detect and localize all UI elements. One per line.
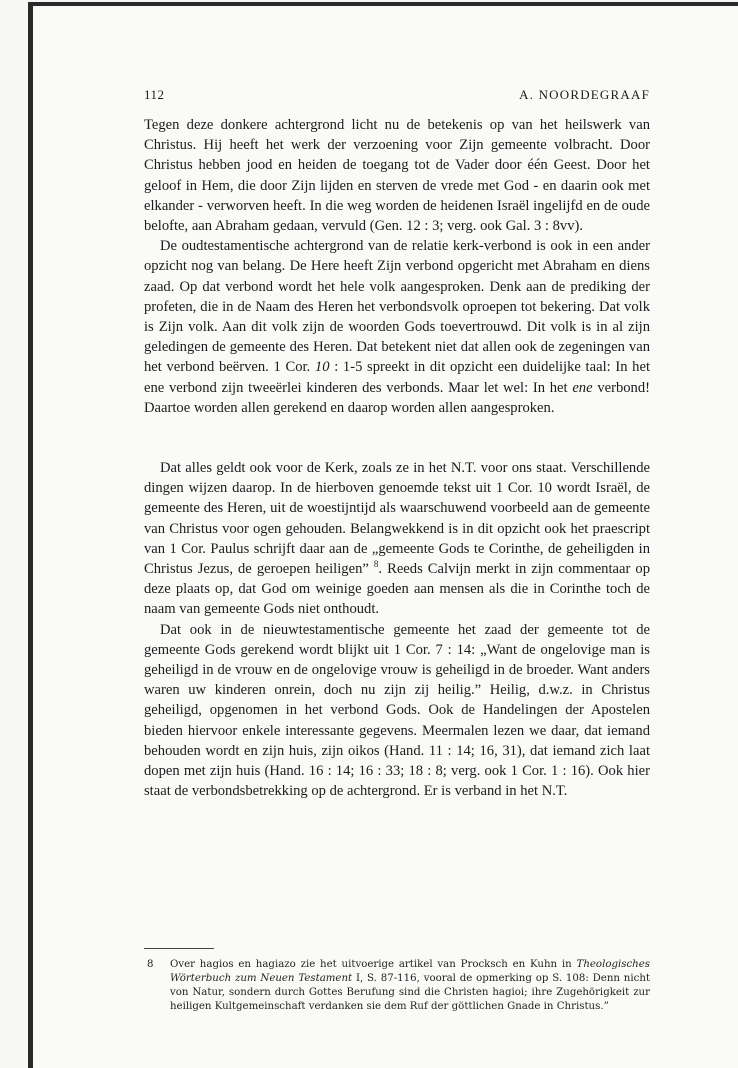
page-number: 112 [144, 87, 165, 102]
footnote-number: 8 [147, 959, 154, 970]
paragraph-2-part-b: : 1-5 spreekt in dit opzicht een duidelijke taal: In het ene verbond zijn tweeërlei kinderen des verbonds. Maar let wel: In het [144, 359, 651, 396]
footnote-marker: 8 [373, 559, 379, 570]
paragraph-2 [144, 236, 650, 418]
paragraph-3-part-b: . Reeds Calvijn merkt in zijn commentaar op deze plaats op, dat God om weinige goeden aan mensen als die in Corinthe toch de naam van gemeente Gods niet onthoudt. [144, 561, 650, 618]
paragraph-2-part-a: De oudtestamentische achtergrond van de relatie kerk-verbond is ook in een ander opzicht nog van belang. De Here heeft Zijn verbond opgericht met Abraham en diens zaad. Op dat verbond wordt het hele volk aangesproken. Denk aan de prediking der profeten, die in de Naam des Heren het verbondsvolk oproepen tot bekering. Dat volk is Zijn volk. Aan dit volk zijn de woorden Gods toevertrouwd. Dit volk is in al zijn geledingen de gemeente des Heren. Dat betekent niet dat allen ook de zegeningen van het verbond beërven. 1 Cor. [144, 238, 650, 376]
footnote-divider [144, 948, 214, 949]
footnote-text-a: Over hagios en hagiazo zie het uitvoerige artikel van Procksch en Kuhn in [170, 959, 572, 970]
emphasis-ene: ene [572, 379, 593, 396]
paragraph-4: Dat ook in de nieuwtestamentische gemeente het zaad der gemeente tot de gemeente Gods gerekend wordt blijkt uit 1 Cor. 7 : 14: „Want de ongelovige man is geheiligd in de vrouw en de ongelovige vrouw is geheiligd in de broeder. Want anders waren uw kinderen onrein, doch nu zijn zij heilig.” Heilig, d.w.z. in Christus geheiligd, opgenomen in het verbond Gods. Ook de Handelingen der Apostelen bieden hiervoor enkele interessante gegevens. Meermalen lezen we daar, dat iemand behouden wordt en zijn huis, zijn oikos (Hand. 11 : 14; 16, 31), dat iemand zich laat dopen met zijn huis (Hand. 16 : 14; 16 : 33; 18 : 8; verg. ook 1 Cor. 1 : 16). Ook hier staat de verbondsbetrekking op de achtergrond. Er is verband in het N.T. [144, 621, 650, 800]
footnote-text-b: I, S. 87-116, vooral de opmerking op S. 108: Denn nicht von Natur, sondern durch Gottes Berufung sind die Christen hagioi; ihre Zugehörigkeit zur heiligen Kultgemeinschaft verdanken sie dem Ruf der göttlichen Gnade in Christus.” [170, 973, 650, 1012]
paragraph-2-part-c: verbond! Daartoe worden allen gerekend en daarop worden allen aangesproken. [144, 379, 650, 416]
page-header [144, 87, 650, 105]
footnote [144, 958, 650, 1014]
paragraph-1: Tegen deze donkere achtergrond licht nu de betekenis op van het heilswerk van Christus. Hij heeft het werk der verzoening voor Zijn gemeente volbracht. Door Christus hebben jood en heiden de toegang tot de Vader door één Geest. Door het geloof in Hem, die door Zijn lijden en sterven de vrede met God - en daarin ook met elkander - verworven heeft. In die weg worden de heidenen Israël ingelijfd en de oude belofte, aan Abraham gedaan, vervuld (Gen. 12 : 3; verg. ook Gal. 3 : 8vv). [144, 117, 650, 235]
running-head-author: A. NOORDEGRAAF [519, 87, 650, 102]
footnote-book-title: Theologisches Wörterbuch zum Neuen Testament [170, 959, 650, 984]
paragraph-3 [144, 458, 650, 620]
footnote-text [170, 958, 650, 1014]
paragraph-3-part-a: Dat alles geldt ook voor de Kerk, zoals ze in het N.T. voor ons staat. Verschillende dingen wijzen daarop. In de hierboven genoemde tekst uit 1 Cor. 10 wordt Israël, de gemeente des Heren, uit de woestijntijd als waarschuwend voorbeeld aan de gemeente van Christus voor ogen gehouden. Belangwekkend is in dit opzicht ook het praescript van 1 Cor. Paulus schrijft daar aan de „gemeente Gods te Corinthe, de geheiligden in Christus Jezus, de geroepen heiligen” [144, 460, 650, 578]
body-text [144, 115, 650, 802]
reference-italic-10: 10 [314, 359, 330, 376]
scan-edge-left [28, 2, 33, 1068]
